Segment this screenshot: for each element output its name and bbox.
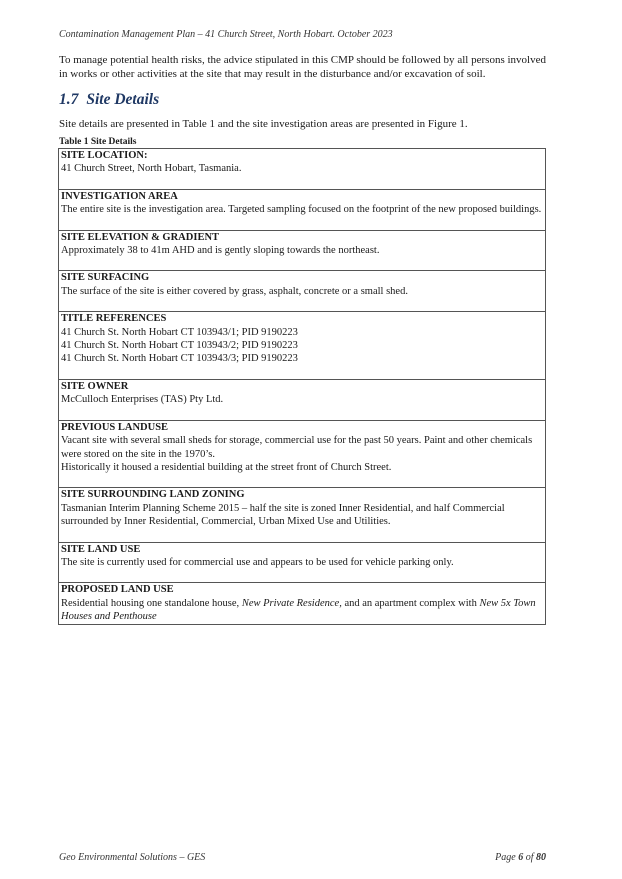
row-label: INVESTIGATION AREA xyxy=(61,190,178,202)
row-label: SITE ELEVATION & GRADIENT xyxy=(61,231,220,243)
row-text xyxy=(61,597,543,624)
table-row xyxy=(59,542,546,583)
section-lead-text: Site details are presented in Table 1 and the site investigation areas are presented in Figure 1. xyxy=(59,118,468,130)
row-text: Historically it housed a residential building at the street front of Church Street. xyxy=(61,461,392,473)
section-heading xyxy=(59,91,159,109)
table-caption: Table 1 Site Details xyxy=(59,137,137,147)
intro-paragraph: To manage potential health risks, the advice stipulated in this CMP should be followed by all persons involved in works or other activities at the site that may result in the disturbance and/or excavation of soil. xyxy=(59,54,546,80)
row-label: SITE LOCATION: xyxy=(61,150,148,161)
row-label: PROPOSED LAND USE xyxy=(61,584,174,596)
proposed-text-b: and an apartment complex with xyxy=(341,597,480,609)
row-text: 41 Church St. North Hobart CT 103943/1; PID 9190223 xyxy=(61,326,298,338)
table-row xyxy=(59,189,546,230)
table-row xyxy=(59,583,546,624)
table-row xyxy=(59,379,546,420)
proposed-italic-a: New Private Residence, xyxy=(241,597,342,609)
table-row xyxy=(59,230,546,271)
row-label: SITE OWNER xyxy=(61,380,129,392)
row-text: The entire site is the investigation area. Targeted sampling focused on the footprint of the new proposed buildings. xyxy=(61,204,542,216)
running-header: Contamination Management Plan – 41 Church Street, North Hobart. October 2023 xyxy=(59,29,393,40)
row-text: 41 Church St. North Hobart CT 103943/3; PID 9190223 xyxy=(61,353,298,365)
table-row xyxy=(59,149,546,190)
row-text: 41 Church Street, North Hobart, Tasmania. xyxy=(61,163,242,175)
proposed-text-a: Residential housing one standalone house, xyxy=(61,597,242,609)
table-row xyxy=(59,488,546,542)
page-number: Page 6 of 80 xyxy=(495,852,546,863)
section-title: Site Details xyxy=(86,91,160,108)
table-row xyxy=(59,420,546,488)
row-text: Vacant site with several small sheds for storage, commercial use for the past 50 years. Paint and other chemicals were stored on the site in the 1970’s. xyxy=(61,435,533,460)
row-label: TITLE REFERENCES xyxy=(61,313,167,325)
table-row xyxy=(59,271,546,312)
row-label: SITE SURROUNDING LAND ZONING xyxy=(61,489,245,501)
row-label: SITE SURFACING xyxy=(61,272,150,284)
site-details-table xyxy=(58,148,546,625)
table-row xyxy=(59,312,546,380)
row-text: 41 Church St. North Hobart CT 103943/2; PID 9190223 xyxy=(61,340,298,352)
section-number: 1.7 xyxy=(59,91,79,108)
row-text: McCulloch Enterprises (TAS) Pty Ltd. xyxy=(61,394,224,406)
row-text: Approximately 38 to 41m AHD and is gently sloping towards the northeast. xyxy=(61,245,380,257)
row-text: The surface of the site is either covered by grass, asphalt, concrete or a small shed. xyxy=(61,285,408,297)
row-text: The site is currently used for commercial use and appears to be used for vehicle parking only. xyxy=(61,556,454,568)
proposed-italic-b: New 5x Town Houses and Penthouse xyxy=(61,597,536,623)
row-text: Tasmanian Interim Planning Scheme 2015 – half the site is zoned Inner Residential, and half Commercial surrounded by Inner Residential, Commercial, Urban Mixed Use and Utilities. xyxy=(61,502,505,528)
footer-company: Geo Environmental Solutions – GES xyxy=(59,852,206,863)
row-label: PREVIOUS LANDUSE xyxy=(61,421,169,433)
row-label: SITE LAND USE xyxy=(61,543,141,555)
